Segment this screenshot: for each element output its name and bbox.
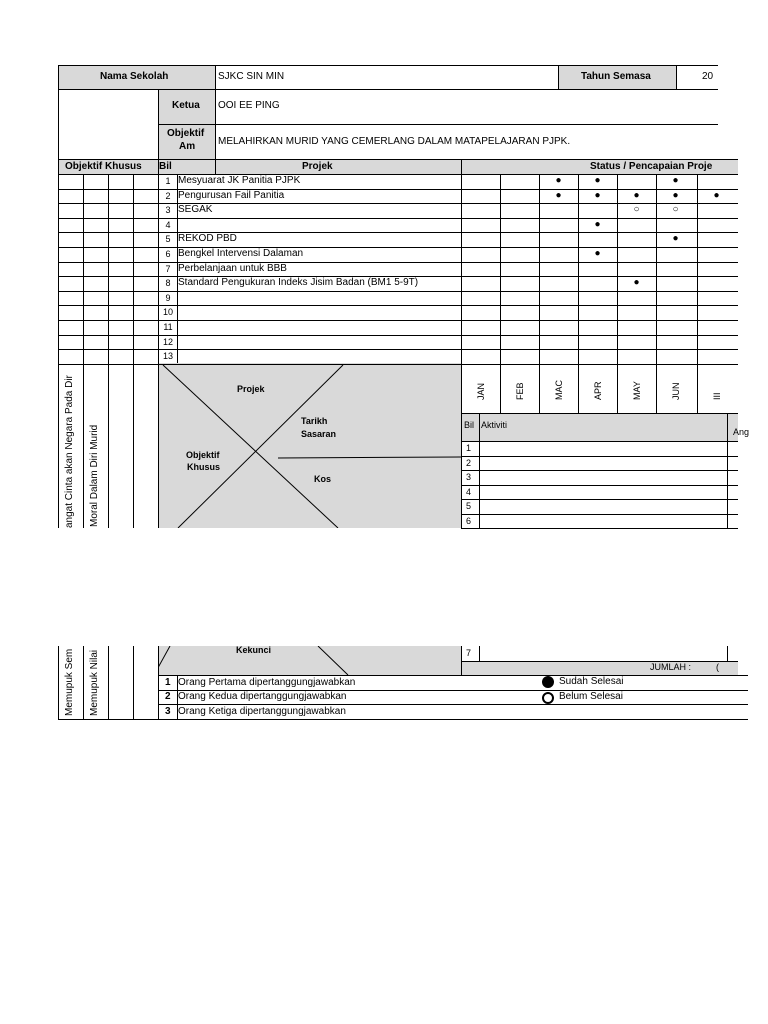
status-mark: ● [594,189,601,201]
status-mark: ● [633,277,640,289]
project-row-number: 13 [162,351,173,362]
grid-line [58,349,738,350]
activity-amount-label: Ang [733,427,750,437]
grid-line [58,189,738,190]
filled-circle-icon [542,676,554,688]
grid-line [461,456,738,457]
specific-objectives-header: Objektif Khusus [65,161,142,172]
month-label: MAY [631,381,642,400]
grid-line [617,174,618,413]
year-label: Tahun Semasa [581,71,651,82]
diagram-diagonals-bottom [158,646,461,675]
month-label: MAC [553,380,564,400]
project-row-name: Perbelanjaan untuk BBB [178,262,287,274]
objective-vertical-label-4: Memupuk Nilai [89,649,100,716]
grid-line [215,65,216,174]
grid-line [539,174,540,413]
grid-line [58,291,738,292]
status-mark: ● [594,218,601,230]
year-value: 20 [702,71,714,82]
status-mark: ● [672,233,679,245]
objective-vertical-label-3: Memupuk Sem [64,648,75,716]
grid-line [58,232,738,233]
status-mark: ● [555,175,562,186]
leader-label: Ketua [172,100,200,111]
month-label: III [711,392,722,400]
grid-line [58,247,738,248]
diagram-objektif-line1: Objektif [186,450,220,460]
grid-line [461,528,738,529]
project-row-number: 7 [165,263,171,274]
grid-line [177,174,178,363]
status-mark: ● [555,189,562,201]
grid-line [83,174,84,528]
objective-vertical-label-2: Moral Dalam Diri Murid [89,424,100,527]
grid-line [108,646,109,720]
status-mark: ○ [633,204,640,216]
total-value: ( [716,662,719,672]
project-row-name: Standard Pengukuran Indeks Jisim Badan (BM1 5-9T) [178,277,419,289]
grid-line [461,413,738,414]
responsibility-text-1: Orang Pertama dipertanggungjawabkan [178,677,356,688]
month-label: APR [592,381,603,400]
grid-line [58,89,718,90]
status-mark: ● [713,189,720,201]
grid-line [461,485,738,486]
responsibility-num-1: 1 [165,677,171,688]
diagram-kekunci: Kekunci [236,645,272,655]
activity-row-number: 3 [466,472,472,482]
grid-line [58,646,59,720]
grid-line [461,441,738,442]
grid-line [479,646,480,661]
project-row-number: 2 [165,190,171,201]
grid-line [83,646,84,720]
grid-line [461,661,738,662]
open-circle-icon [542,692,554,704]
grid-line [500,174,501,413]
project-row-name: REKOD PBD [178,233,237,245]
grid-line [58,335,738,336]
grid-line [158,704,748,705]
status-mark: ○ [672,204,679,216]
project-header: Projek [302,161,333,172]
diagram-projek: Projek [237,384,265,394]
status-mark: ● [594,175,601,186]
project-row-number: 3 [165,205,171,216]
responsibility-text-3: Orang Ketiga dipertanggungjawabkan [178,706,346,717]
month-label: JAN [475,382,486,400]
project-row-name: Bengkel Intervensi Dalaman [178,248,304,259]
grid-line [656,174,657,413]
objective-label-line2: Am [179,141,196,152]
objective-label-line1: Objektif [167,128,205,139]
school-label: Nama Sekolah [100,71,169,82]
grid-line [58,218,738,219]
activity-row-number: 1 [466,443,472,453]
project-row-number: 1 [165,176,171,186]
diagram-tarikh-line1: Tarikh [301,416,328,426]
project-row-number: 5 [165,234,171,245]
grid-line [158,690,748,691]
activity-row-number: 5 [466,501,472,511]
project-row-number: 9 [165,292,171,303]
status-mark: ● [672,175,679,186]
grid-line [58,65,718,66]
grid-line [58,159,738,160]
legend-done: Sudah Selesai [559,676,624,687]
report-sheet-bottom [0,646,768,720]
project-row-number: 12 [162,336,173,347]
grid-line [158,124,718,125]
objective-vertical-label-1: angat Cinta akan Negara Pada Dir [64,375,75,528]
grid-line [58,305,738,306]
grid-line [58,65,59,528]
status-mark: ● [633,189,640,201]
status-mark: ● [672,189,679,201]
grid-line [158,646,159,720]
status-mark: ● [594,248,601,259]
status-header: Status / Pencapaian Proje [590,161,713,172]
project-row-number: 11 [163,322,173,332]
activity-row-7-number: 7 [466,648,472,658]
activity-row-number: 2 [466,457,472,468]
month-label: JUN [670,382,681,400]
responsibility-num-3: 3 [165,706,171,717]
grid-line [558,65,559,89]
grid-line [461,470,738,471]
grid-line [461,514,738,515]
diagram-tarikh-line2: Sasaran [301,429,337,439]
activity-label: Aktiviti [481,420,508,430]
grid-line [108,174,109,528]
legend-not-done: Belum Selesai [559,691,623,702]
grid-line [58,174,738,175]
grid-line [58,719,748,720]
grid-line [727,413,728,528]
grid-line [58,276,738,277]
project-row-number: 6 [165,249,171,259]
diagram-objektif-line2: Khusus [187,462,221,472]
responsibility-text-2: Orang Kedua dipertanggungjawabkan [178,691,347,702]
grid-line [727,646,728,661]
grid-line [133,646,134,720]
bil-header: Bil [159,161,172,172]
grid-line [133,174,134,528]
diagram-kos: Kos [314,474,332,484]
responsibility-num-2: 2 [165,691,171,702]
project-row-name: Pengurusan Fail Panitia [178,189,285,201]
leader-value: OOI EE PING [218,100,280,111]
grid-line [578,174,579,413]
project-row-number: 10 [162,307,173,318]
objective-value: MELAHIRKAN MURID YANG CEMERLANG DALAM MATAPELAJARAN PJPK. [218,136,571,147]
total-row [461,661,738,675]
grid-line [676,65,677,89]
total-label: JUMLAH : [650,662,692,672]
activity-bil-label: Bil [464,420,475,430]
grid-line [58,262,738,263]
diagram-diagonals [158,363,461,528]
grid-line [461,499,738,500]
grid-line [58,203,738,204]
project-row-number: 4 [165,219,171,230]
school-value: SJKC SIN MIN [218,71,285,82]
project-row-name: SEGAK [178,204,213,216]
grid-line [58,320,738,321]
grid-line [461,159,462,528]
activity-row-number: 6 [466,515,472,526]
grid-line [177,675,178,719]
grid-line [697,174,698,413]
activity-row-number: 4 [466,486,472,497]
project-row-name: Mesyuarat JK Panitia PJPK [178,175,301,186]
grid-line [158,675,748,676]
project-row-number: 8 [165,278,171,289]
month-label: FEB [514,382,525,400]
